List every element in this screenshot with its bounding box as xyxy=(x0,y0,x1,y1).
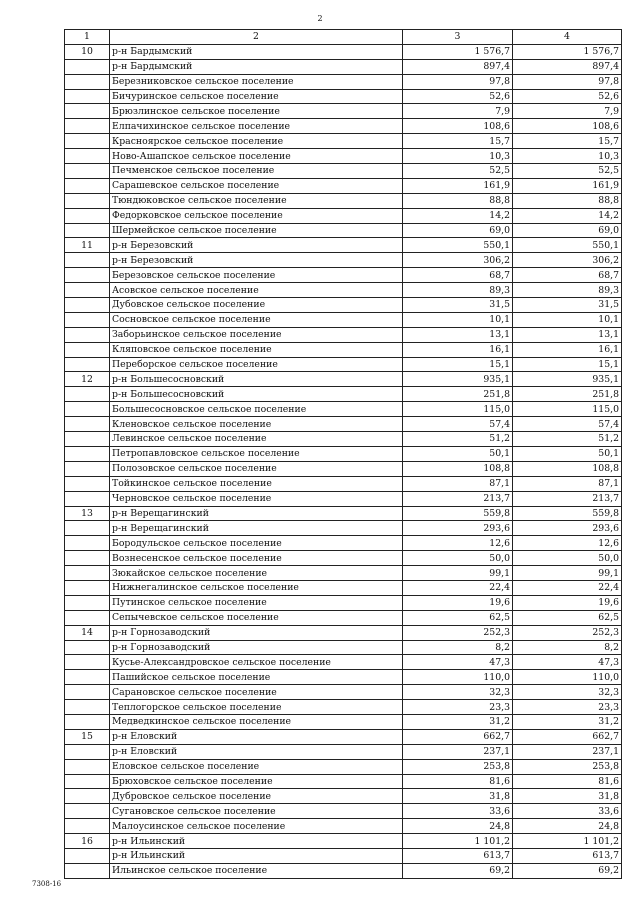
row-value-col4-cell: 52,6 xyxy=(513,89,622,104)
row-number-cell xyxy=(65,298,110,313)
row-value-col3-cell: 31,8 xyxy=(403,789,513,804)
row-name-cell: Брюховское сельское поселение xyxy=(110,774,403,789)
column-header-1: 1 xyxy=(65,30,110,45)
table-row xyxy=(65,402,622,417)
table-row xyxy=(65,178,622,193)
row-value-col3-cell: 8,2 xyxy=(403,640,513,655)
row-number-cell xyxy=(65,476,110,491)
row-value-col3-cell: 88,8 xyxy=(403,193,513,208)
row-name-cell: Кусье-Александровское сельское поселение xyxy=(110,655,403,670)
row-value-col4-cell: 110,0 xyxy=(513,670,622,685)
row-name-cell: Елпачихинское сельское поселение xyxy=(110,119,403,134)
row-name-cell: Тойкинское сельское поселение xyxy=(110,476,403,491)
row-number-cell xyxy=(65,744,110,759)
row-name-cell: р-н Верещагинский xyxy=(110,521,403,536)
row-number-cell: 11 xyxy=(65,238,110,253)
row-value-col3-cell: 13,1 xyxy=(403,327,513,342)
row-value-col3-cell: 15,1 xyxy=(403,357,513,372)
table-row xyxy=(65,744,622,759)
row-number-cell xyxy=(65,223,110,238)
row-number-cell xyxy=(65,863,110,878)
table-row xyxy=(65,223,622,238)
row-value-col4-cell: 68,7 xyxy=(513,268,622,283)
row-number-cell xyxy=(65,566,110,581)
row-number-cell xyxy=(65,178,110,193)
row-name-cell: Тюндюковское сельское поселение xyxy=(110,193,403,208)
table-row xyxy=(65,432,622,447)
row-name-cell: Большесосновское сельское поселение xyxy=(110,402,403,417)
row-name-cell: Путинское сельское поселение xyxy=(110,595,403,610)
row-value-col4-cell: 12,6 xyxy=(513,536,622,551)
row-name-cell: р-н Березовский xyxy=(110,238,403,253)
table-row xyxy=(65,446,622,461)
row-value-col3-cell: 252,3 xyxy=(403,625,513,640)
table-row xyxy=(65,193,622,208)
row-number-cell xyxy=(65,402,110,417)
row-number-cell xyxy=(65,670,110,685)
row-value-col4-cell: 69,0 xyxy=(513,223,622,238)
table-row xyxy=(65,491,622,506)
row-number-cell xyxy=(65,551,110,566)
row-name-cell: Брюзлинское сельское поселение xyxy=(110,104,403,119)
row-name-cell: Медведкинское сельское поселение xyxy=(110,714,403,729)
row-value-col3-cell: 1 576,7 xyxy=(403,44,513,59)
table-row xyxy=(65,283,622,298)
table-row xyxy=(65,580,622,595)
row-value-col3-cell: 22,4 xyxy=(403,580,513,595)
row-number-cell: 15 xyxy=(65,729,110,744)
row-number-cell xyxy=(65,640,110,655)
row-value-col3-cell: 14,2 xyxy=(403,208,513,223)
row-value-col4-cell: 99,1 xyxy=(513,566,622,581)
row-value-col4-cell: 10,1 xyxy=(513,312,622,327)
table-group-row xyxy=(65,625,622,640)
row-value-col3-cell: 50,0 xyxy=(403,551,513,566)
row-value-col4-cell: 50,0 xyxy=(513,551,622,566)
row-value-col4-cell: 252,3 xyxy=(513,625,622,640)
table-row xyxy=(65,119,622,134)
table-row xyxy=(65,804,622,819)
row-value-col4-cell: 69,2 xyxy=(513,863,622,878)
row-number-cell xyxy=(65,759,110,774)
row-value-col4-cell: 31,2 xyxy=(513,714,622,729)
row-value-col4-cell: 24,8 xyxy=(513,819,622,834)
row-value-col3-cell: 24,8 xyxy=(403,819,513,834)
table-row xyxy=(65,848,622,863)
table-row xyxy=(65,134,622,149)
row-value-col4-cell: 50,1 xyxy=(513,446,622,461)
row-name-cell: Нижнегалинское сельское поселение xyxy=(110,580,403,595)
row-value-col3-cell: 69,2 xyxy=(403,863,513,878)
table-group-row xyxy=(65,729,622,744)
table-row xyxy=(65,357,622,372)
row-value-col4-cell: 33,6 xyxy=(513,804,622,819)
table-row xyxy=(65,566,622,581)
table-row xyxy=(65,59,622,74)
row-value-col4-cell: 87,1 xyxy=(513,476,622,491)
row-value-col4-cell: 81,6 xyxy=(513,774,622,789)
row-name-cell: Сарановское сельское поселение xyxy=(110,685,403,700)
row-value-col3-cell: 23,3 xyxy=(403,700,513,715)
table-row xyxy=(65,89,622,104)
row-name-cell: Кляповское сельское поселение xyxy=(110,342,403,357)
row-value-col3-cell: 33,6 xyxy=(403,804,513,819)
column-header-2: 2 xyxy=(110,30,403,45)
row-number-cell xyxy=(65,387,110,402)
row-value-col3-cell: 81,6 xyxy=(403,774,513,789)
row-value-col3-cell: 306,2 xyxy=(403,253,513,268)
row-value-col3-cell: 897,4 xyxy=(403,59,513,74)
table-row xyxy=(65,461,622,476)
row-number-cell xyxy=(65,685,110,700)
table-row xyxy=(65,551,622,566)
row-name-cell: Сугановское сельское поселение xyxy=(110,804,403,819)
row-name-cell: Вознесенское сельское поселение xyxy=(110,551,403,566)
row-number-cell xyxy=(65,253,110,268)
row-value-col3-cell: 251,8 xyxy=(403,387,513,402)
row-value-col4-cell: 897,4 xyxy=(513,59,622,74)
row-name-cell: Березниковское сельское поселение xyxy=(110,74,403,89)
row-value-col4-cell: 7,9 xyxy=(513,104,622,119)
row-value-col3-cell: 69,0 xyxy=(403,223,513,238)
row-value-col3-cell: 97,8 xyxy=(403,74,513,89)
column-header-3: 3 xyxy=(403,30,513,45)
row-name-cell: Печменское сельское поселение xyxy=(110,164,403,179)
row-number-cell xyxy=(65,357,110,372)
table-row xyxy=(65,253,622,268)
row-value-col4-cell: 550,1 xyxy=(513,238,622,253)
row-value-col4-cell: 161,9 xyxy=(513,178,622,193)
row-number-cell: 16 xyxy=(65,834,110,849)
row-number-cell xyxy=(65,417,110,432)
row-value-col4-cell: 935,1 xyxy=(513,372,622,387)
row-number-cell xyxy=(65,714,110,729)
row-value-col4-cell: 237,1 xyxy=(513,744,622,759)
row-number-cell xyxy=(65,521,110,536)
row-value-col4-cell: 19,6 xyxy=(513,595,622,610)
row-number-cell xyxy=(65,774,110,789)
table-row xyxy=(65,342,622,357)
row-name-cell: Кленовское сельское поселение xyxy=(110,417,403,432)
row-value-col4-cell: 108,8 xyxy=(513,461,622,476)
table-row xyxy=(65,104,622,119)
row-value-col3-cell: 1 101,2 xyxy=(403,834,513,849)
row-value-col3-cell: 68,7 xyxy=(403,268,513,283)
table-row xyxy=(65,536,622,551)
row-value-col4-cell: 22,4 xyxy=(513,580,622,595)
row-number-cell xyxy=(65,819,110,834)
row-name-cell: Ильинское сельское поселение xyxy=(110,863,403,878)
row-value-col4-cell: 89,3 xyxy=(513,283,622,298)
row-value-col3-cell: 89,3 xyxy=(403,283,513,298)
table-row xyxy=(65,774,622,789)
row-name-cell: р-н Горнозаводский xyxy=(110,640,403,655)
row-number-cell xyxy=(65,804,110,819)
row-value-col3-cell: 87,1 xyxy=(403,476,513,491)
row-name-cell: Теплогорское сельское поселение xyxy=(110,700,403,715)
table-row xyxy=(65,655,622,670)
row-name-cell: Федорковское сельское поселение xyxy=(110,208,403,223)
row-name-cell: Красноярское сельское поселение xyxy=(110,134,403,149)
row-name-cell: Зюкайское сельское поселение xyxy=(110,566,403,581)
row-value-col3-cell: 613,7 xyxy=(403,848,513,863)
table-row xyxy=(65,714,622,729)
row-name-cell: Дубовское сельское поселение xyxy=(110,298,403,313)
row-name-cell: Шермейское сельское поселение xyxy=(110,223,403,238)
row-value-col3-cell: 10,3 xyxy=(403,149,513,164)
row-value-col3-cell: 10,1 xyxy=(403,312,513,327)
row-value-col3-cell: 115,0 xyxy=(403,402,513,417)
table-group-row xyxy=(65,834,622,849)
row-name-cell: р-н Ильинский xyxy=(110,834,403,849)
row-name-cell: Сосновское сельское поселение xyxy=(110,312,403,327)
row-number-cell xyxy=(65,283,110,298)
row-number-cell xyxy=(65,461,110,476)
row-name-cell: Заборьинское сельское поселение xyxy=(110,327,403,342)
row-value-col4-cell: 47,3 xyxy=(513,655,622,670)
row-value-col3-cell: 52,5 xyxy=(403,164,513,179)
row-number-cell xyxy=(65,268,110,283)
row-number-cell xyxy=(65,208,110,223)
row-name-cell: р-н Бардымский xyxy=(110,44,403,59)
row-name-cell: р-н Бардымский xyxy=(110,59,403,74)
row-name-cell: Ново-Ашапское сельское поселение xyxy=(110,149,403,164)
row-name-cell: Дубровское сельское поселение xyxy=(110,789,403,804)
row-value-col3-cell: 559,8 xyxy=(403,506,513,521)
row-number-cell xyxy=(65,104,110,119)
row-number-cell xyxy=(65,432,110,447)
table-row xyxy=(65,863,622,878)
row-number-cell xyxy=(65,700,110,715)
row-number-cell xyxy=(65,119,110,134)
distribution-table xyxy=(64,29,622,879)
row-number-cell: 14 xyxy=(65,625,110,640)
row-value-col3-cell: 52,6 xyxy=(403,89,513,104)
row-number-cell: 10 xyxy=(65,44,110,59)
table-row xyxy=(65,685,622,700)
row-value-col4-cell: 253,8 xyxy=(513,759,622,774)
row-name-cell: Пашийское сельское поселение xyxy=(110,670,403,685)
row-value-col3-cell: 110,0 xyxy=(403,670,513,685)
row-name-cell: Сепычевское сельское поселение xyxy=(110,610,403,625)
table-row xyxy=(65,268,622,283)
row-value-col4-cell: 15,7 xyxy=(513,134,622,149)
row-name-cell: Черновское сельское поселение xyxy=(110,491,403,506)
table-group-row xyxy=(65,44,622,59)
row-value-col3-cell: 51,2 xyxy=(403,432,513,447)
row-value-col3-cell: 108,8 xyxy=(403,461,513,476)
row-value-col3-cell: 47,3 xyxy=(403,655,513,670)
table-row xyxy=(65,298,622,313)
row-value-col4-cell: 613,7 xyxy=(513,848,622,863)
row-value-col4-cell: 10,3 xyxy=(513,149,622,164)
row-number-cell xyxy=(65,327,110,342)
row-value-col3-cell: 253,8 xyxy=(403,759,513,774)
table-row xyxy=(65,476,622,491)
table-row xyxy=(65,789,622,804)
row-value-col4-cell: 52,5 xyxy=(513,164,622,179)
row-value-col4-cell: 13,1 xyxy=(513,327,622,342)
row-value-col3-cell: 15,7 xyxy=(403,134,513,149)
row-value-col4-cell: 97,8 xyxy=(513,74,622,89)
row-value-col4-cell: 88,8 xyxy=(513,193,622,208)
row-name-cell: Асовское сельское поселение xyxy=(110,283,403,298)
table-row xyxy=(65,670,622,685)
column-header-4: 4 xyxy=(513,30,622,45)
row-value-col3-cell: 32,3 xyxy=(403,685,513,700)
row-value-col3-cell: 662,7 xyxy=(403,729,513,744)
row-value-col4-cell: 662,7 xyxy=(513,729,622,744)
row-value-col3-cell: 7,9 xyxy=(403,104,513,119)
table-row xyxy=(65,595,622,610)
row-name-cell: р-н Еловский xyxy=(110,744,403,759)
table-row xyxy=(65,417,622,432)
row-name-cell: Еловское сельское поселение xyxy=(110,759,403,774)
row-value-col4-cell: 31,8 xyxy=(513,789,622,804)
row-number-cell xyxy=(65,89,110,104)
row-number-cell xyxy=(65,595,110,610)
row-number-cell xyxy=(65,59,110,74)
row-value-col4-cell: 306,2 xyxy=(513,253,622,268)
row-value-col4-cell: 108,6 xyxy=(513,119,622,134)
row-value-col4-cell: 62,5 xyxy=(513,610,622,625)
row-number-cell xyxy=(65,74,110,89)
row-number-cell: 13 xyxy=(65,506,110,521)
row-value-col3-cell: 293,6 xyxy=(403,521,513,536)
row-number-cell xyxy=(65,848,110,863)
table-group-row xyxy=(65,238,622,253)
row-value-col3-cell: 16,1 xyxy=(403,342,513,357)
row-value-col3-cell: 213,7 xyxy=(403,491,513,506)
row-name-cell: Сарашевское сельское поселение xyxy=(110,178,403,193)
row-value-col4-cell: 8,2 xyxy=(513,640,622,655)
table-row xyxy=(65,312,622,327)
page-number: 2 xyxy=(317,14,323,23)
table-row xyxy=(65,819,622,834)
row-name-cell: р-н Еловский xyxy=(110,729,403,744)
document-code: 7308-16 xyxy=(32,880,62,888)
table-row xyxy=(65,164,622,179)
row-value-col4-cell: 559,8 xyxy=(513,506,622,521)
row-name-cell: Петропавловское сельское поселение xyxy=(110,446,403,461)
row-name-cell: Переборское сельское поселение xyxy=(110,357,403,372)
row-number-cell xyxy=(65,134,110,149)
row-name-cell: Полозовское сельское поселение xyxy=(110,461,403,476)
row-value-col3-cell: 12,6 xyxy=(403,536,513,551)
row-value-col3-cell: 62,5 xyxy=(403,610,513,625)
row-value-col3-cell: 108,6 xyxy=(403,119,513,134)
row-name-cell: Березовское сельское поселение xyxy=(110,268,403,283)
row-number-cell xyxy=(65,342,110,357)
row-value-col4-cell: 16,1 xyxy=(513,342,622,357)
row-name-cell: Бородульское сельское поселение xyxy=(110,536,403,551)
row-name-cell: Малоусинское сельское поселение xyxy=(110,819,403,834)
table-body xyxy=(65,30,622,879)
row-number-cell xyxy=(65,491,110,506)
row-value-col3-cell: 237,1 xyxy=(403,744,513,759)
row-number-cell xyxy=(65,164,110,179)
row-value-col4-cell: 251,8 xyxy=(513,387,622,402)
row-value-col4-cell: 1 101,2 xyxy=(513,834,622,849)
row-number-cell xyxy=(65,193,110,208)
table-header-row xyxy=(65,30,622,45)
row-number-cell xyxy=(65,610,110,625)
row-name-cell: р-н Березовский xyxy=(110,253,403,268)
row-number-cell xyxy=(65,446,110,461)
row-name-cell: Левинское сельское поселение xyxy=(110,432,403,447)
row-value-col3-cell: 19,6 xyxy=(403,595,513,610)
table-row xyxy=(65,759,622,774)
row-value-col3-cell: 99,1 xyxy=(403,566,513,581)
table-row xyxy=(65,327,622,342)
row-value-col4-cell: 1 576,7 xyxy=(513,44,622,59)
table-row xyxy=(65,700,622,715)
row-value-col4-cell: 15,1 xyxy=(513,357,622,372)
row-value-col3-cell: 57,4 xyxy=(403,417,513,432)
row-value-col3-cell: 31,5 xyxy=(403,298,513,313)
row-name-cell: р-н Верещагинский xyxy=(110,506,403,521)
row-name-cell: р-н Ильинский xyxy=(110,848,403,863)
table-group-row xyxy=(65,506,622,521)
table-row xyxy=(65,521,622,536)
row-number-cell: 12 xyxy=(65,372,110,387)
row-value-col4-cell: 293,6 xyxy=(513,521,622,536)
row-value-col3-cell: 31,2 xyxy=(403,714,513,729)
row-value-col3-cell: 50,1 xyxy=(403,446,513,461)
row-name-cell: Бичуринское сельское поселение xyxy=(110,89,403,104)
row-value-col4-cell: 51,2 xyxy=(513,432,622,447)
row-value-col3-cell: 550,1 xyxy=(403,238,513,253)
table-row xyxy=(65,640,622,655)
row-name-cell: р-н Большесосновский xyxy=(110,387,403,402)
table-row xyxy=(65,74,622,89)
row-name-cell: р-н Большесосновский xyxy=(110,372,403,387)
row-value-col4-cell: 23,3 xyxy=(513,700,622,715)
row-name-cell: р-н Горнозаводский xyxy=(110,625,403,640)
row-number-cell xyxy=(65,149,110,164)
row-value-col4-cell: 57,4 xyxy=(513,417,622,432)
table-row xyxy=(65,610,622,625)
table-row xyxy=(65,208,622,223)
row-value-col4-cell: 14,2 xyxy=(513,208,622,223)
row-value-col4-cell: 115,0 xyxy=(513,402,622,417)
row-number-cell xyxy=(65,655,110,670)
row-value-col4-cell: 213,7 xyxy=(513,491,622,506)
table-group-row xyxy=(65,372,622,387)
row-number-cell xyxy=(65,312,110,327)
table-row xyxy=(65,387,622,402)
row-value-col4-cell: 31,5 xyxy=(513,298,622,313)
row-value-col3-cell: 935,1 xyxy=(403,372,513,387)
row-value-col4-cell: 32,3 xyxy=(513,685,622,700)
row-value-col3-cell: 161,9 xyxy=(403,178,513,193)
row-number-cell xyxy=(65,536,110,551)
row-number-cell xyxy=(65,580,110,595)
row-number-cell xyxy=(65,789,110,804)
table-row xyxy=(65,149,622,164)
